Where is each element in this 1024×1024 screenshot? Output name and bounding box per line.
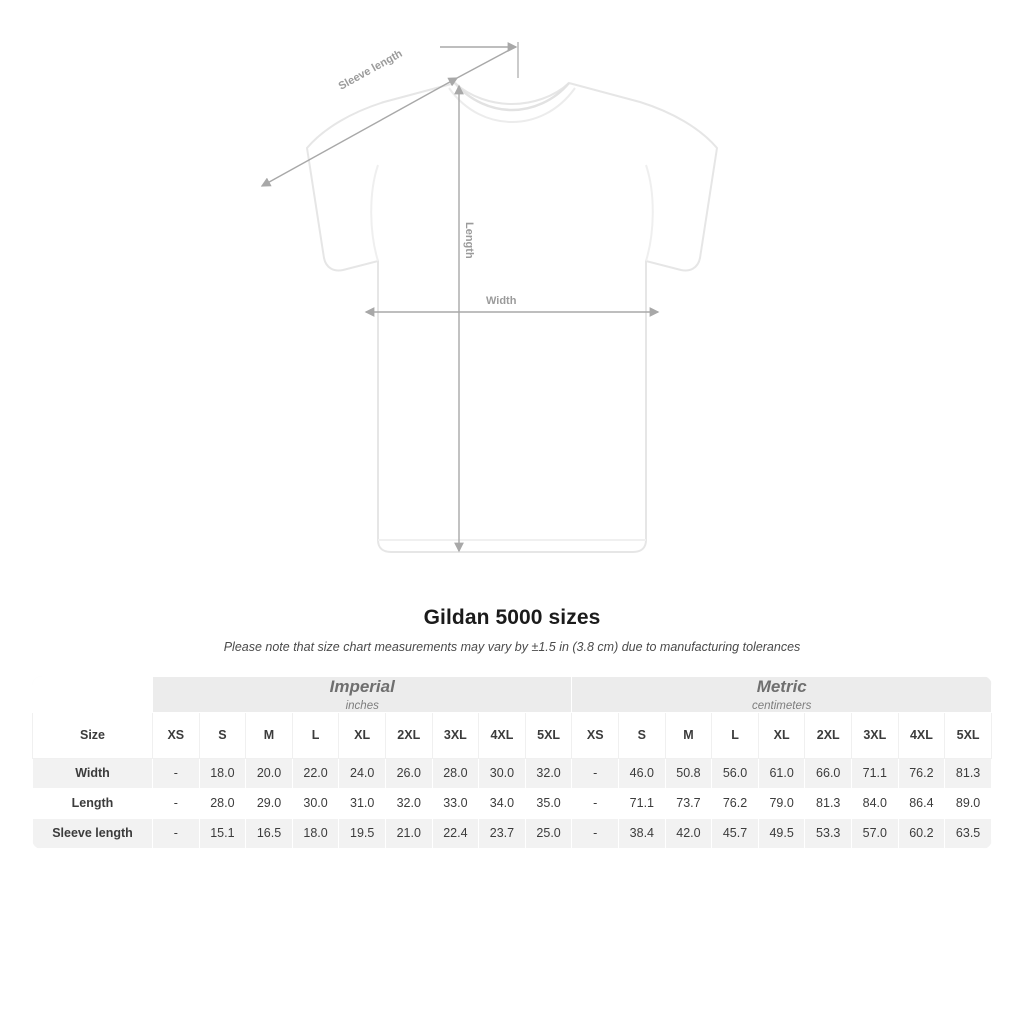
cell-length-imperial-3xl: 33.0 <box>432 788 479 818</box>
size-header-label: Size <box>33 712 153 758</box>
cell-length-metric-5xl: 89.0 <box>945 788 992 818</box>
cell-width-metric-2xl: 66.0 <box>805 758 852 788</box>
unit-header-imperial <box>153 677 572 713</box>
cell-sleeve-metric-2xl: 53.3 <box>805 818 852 848</box>
table-corner <box>33 677 153 713</box>
cell-length-metric-l: 76.2 <box>712 788 759 818</box>
unit-header-row <box>33 677 992 713</box>
size-header-metric-3xl: 3XL <box>852 712 899 758</box>
size-header-imperial-5xl: 5XL <box>525 712 572 758</box>
unit-sub-metric: centimeters <box>752 699 812 712</box>
sleeve-length-label: Sleeve length <box>336 47 405 93</box>
cell-sleeve-metric-s: 38.4 <box>619 818 666 848</box>
cell-sleeve-metric-3xl: 57.0 <box>852 818 899 848</box>
cell-length-imperial-xs: - <box>153 788 200 818</box>
cell-length-imperial-5xl: 35.0 <box>525 788 572 818</box>
cell-width-metric-xl: 61.0 <box>758 758 805 788</box>
size-table-container <box>32 676 992 849</box>
cell-length-imperial-l: 30.0 <box>292 788 339 818</box>
cell-width-metric-4xl: 76.2 <box>898 758 945 788</box>
cell-width-imperial-xs: - <box>153 758 200 788</box>
cell-sleeve-imperial-s: 15.1 <box>199 818 246 848</box>
size-header-row <box>33 712 992 758</box>
cell-length-imperial-4xl: 34.0 <box>479 788 526 818</box>
cell-width-imperial-5xl: 32.0 <box>525 758 572 788</box>
cell-sleeve-imperial-xl: 19.5 <box>339 818 386 848</box>
row-label-sleeve-length: Sleeve length <box>33 818 153 848</box>
row-label-length: Length <box>33 788 153 818</box>
cell-length-metric-xs: - <box>572 788 619 818</box>
size-header-metric-s: S <box>619 712 666 758</box>
cell-width-metric-5xl: 81.3 <box>945 758 992 788</box>
cell-length-imperial-xl: 31.0 <box>339 788 386 818</box>
size-header-imperial-4xl: 4XL <box>479 712 526 758</box>
cell-width-imperial-l: 22.0 <box>292 758 339 788</box>
cell-length-metric-4xl: 86.4 <box>898 788 945 818</box>
size-header-metric-xl: XL <box>758 712 805 758</box>
unit-header-metric <box>572 677 992 713</box>
cell-length-metric-3xl: 84.0 <box>852 788 899 818</box>
cell-width-imperial-4xl: 30.0 <box>479 758 526 788</box>
cell-sleeve-metric-xs: - <box>572 818 619 848</box>
length-label: Length <box>463 222 475 259</box>
size-header-metric-4xl: 4XL <box>898 712 945 758</box>
cell-sleeve-imperial-3xl: 22.4 <box>432 818 479 848</box>
table-row <box>33 788 992 818</box>
size-header-imperial-s: S <box>199 712 246 758</box>
cell-width-metric-s: 46.0 <box>619 758 666 788</box>
cell-sleeve-imperial-l: 18.0 <box>292 818 339 848</box>
size-header-metric-2xl: 2XL <box>805 712 852 758</box>
cell-width-imperial-3xl: 28.0 <box>432 758 479 788</box>
row-label-width: Width <box>33 758 153 788</box>
cell-width-metric-m: 50.8 <box>665 758 712 788</box>
page-subtitle: Please note that size chart measurements may vary by ±1.5 in (3.8 cm) due to manufacturing tolerances <box>223 640 801 654</box>
cell-width-imperial-s: 18.0 <box>199 758 246 788</box>
size-header-imperial-l: L <box>292 712 339 758</box>
cell-length-metric-m: 73.7 <box>665 788 712 818</box>
cell-length-imperial-m: 29.0 <box>246 788 293 818</box>
cell-sleeve-imperial-2xl: 21.0 <box>385 818 432 848</box>
size-table <box>32 676 992 849</box>
table-row <box>33 818 992 848</box>
cell-width-metric-xs: - <box>572 758 619 788</box>
cell-sleeve-imperial-m: 16.5 <box>246 818 293 848</box>
size-header-imperial-m: M <box>246 712 293 758</box>
cell-width-metric-3xl: 71.1 <box>852 758 899 788</box>
size-header-metric-xs: XS <box>572 712 619 758</box>
cell-width-metric-l: 56.0 <box>712 758 759 788</box>
cell-length-metric-xl: 79.0 <box>758 788 805 818</box>
cell-sleeve-metric-5xl: 63.5 <box>945 818 992 848</box>
size-header-imperial-2xl: 2XL <box>385 712 432 758</box>
size-header-metric-l: L <box>712 712 759 758</box>
cell-sleeve-imperial-xs: - <box>153 818 200 848</box>
cell-sleeve-metric-xl: 49.5 <box>758 818 805 848</box>
table-row <box>33 758 992 788</box>
size-header-metric-m: M <box>665 712 712 758</box>
cell-sleeve-metric-l: 45.7 <box>712 818 759 848</box>
size-header-imperial-3xl: 3XL <box>432 712 479 758</box>
cell-length-imperial-s: 28.0 <box>199 788 246 818</box>
size-header-imperial-xs: XS <box>153 712 200 758</box>
cell-width-imperial-m: 20.0 <box>246 758 293 788</box>
tshirt-shape <box>307 83 717 552</box>
cell-length-metric-2xl: 81.3 <box>805 788 852 818</box>
size-header-imperial-xl: XL <box>339 712 386 758</box>
unit-name-imperial: Imperial <box>329 677 395 696</box>
cell-sleeve-metric-4xl: 60.2 <box>898 818 945 848</box>
page-title: Gildan 5000 sizes <box>423 606 601 629</box>
cell-length-imperial-2xl: 32.0 <box>385 788 432 818</box>
cell-sleeve-imperial-5xl: 25.0 <box>525 818 572 848</box>
cell-sleeve-imperial-4xl: 23.7 <box>479 818 526 848</box>
cell-width-imperial-2xl: 26.0 <box>385 758 432 788</box>
width-label: Width <box>486 295 517 307</box>
unit-sub-imperial: inches <box>345 699 379 712</box>
cell-sleeve-metric-m: 42.0 <box>665 818 712 848</box>
cell-width-imperial-xl: 24.0 <box>339 758 386 788</box>
unit-name-metric: Metric <box>756 677 807 696</box>
cell-length-metric-s: 71.1 <box>619 788 666 818</box>
size-header-metric-5xl: 5XL <box>945 712 992 758</box>
